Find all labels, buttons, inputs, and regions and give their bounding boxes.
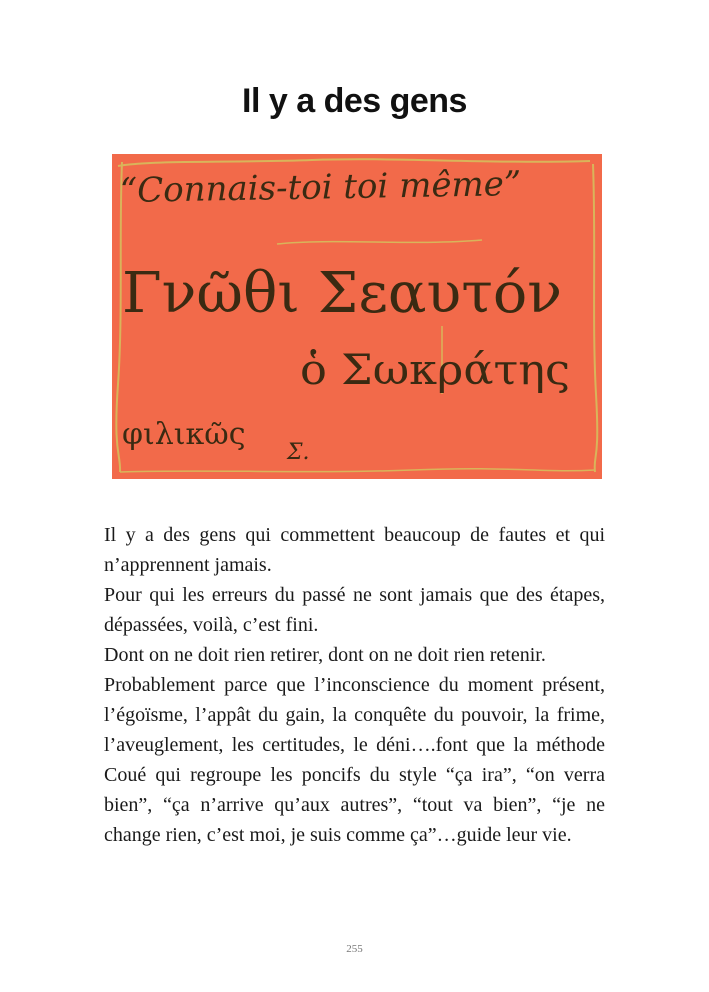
card-line-socrates: ὁ Σωκράτης	[300, 345, 570, 394]
paragraph: Dont on ne doit rien retirer, dont on ne doit rien retenir.	[104, 644, 546, 666]
paragraph: Il y a des gens qui commettent beaucoup de fautes et qui n’apprennent jamais.	[104, 524, 605, 576]
card-line-greek-motto: Γνῶθι Σεαυτόν	[122, 261, 562, 326]
card-illustration	[112, 154, 602, 479]
page-title: Il y a des gens	[242, 82, 467, 120]
paragraph: Probablement parce que l’inconscience du moment présent, l’égoïsme, l’appât du gain, la conquête du pouvoir, la frime, l’aveuglement, les certitudes, le déni….font que la méthode Coué qui regroupe les poncifs du style “ça ira”, “on verra bien”, “ça n’arrive qu’aux autres”, “tout va bien”, “je ne change rien, c’est moi, je suis comme ça”…guide leur vie.	[104, 674, 605, 846]
paragraph: Pour qui les erreurs du passé ne sont jamais que des étapes, dépassées, voilà, c’est fini.	[104, 584, 605, 636]
handwritten-card-image	[112, 154, 602, 479]
card-signature: Σ.	[287, 440, 310, 465]
body-text	[104, 520, 605, 850]
card-line-connais-toi: “Connais-toi toi même”	[119, 163, 522, 211]
page-number: 255	[346, 943, 363, 955]
card-line-filikos: φιλικῶς	[122, 417, 246, 452]
